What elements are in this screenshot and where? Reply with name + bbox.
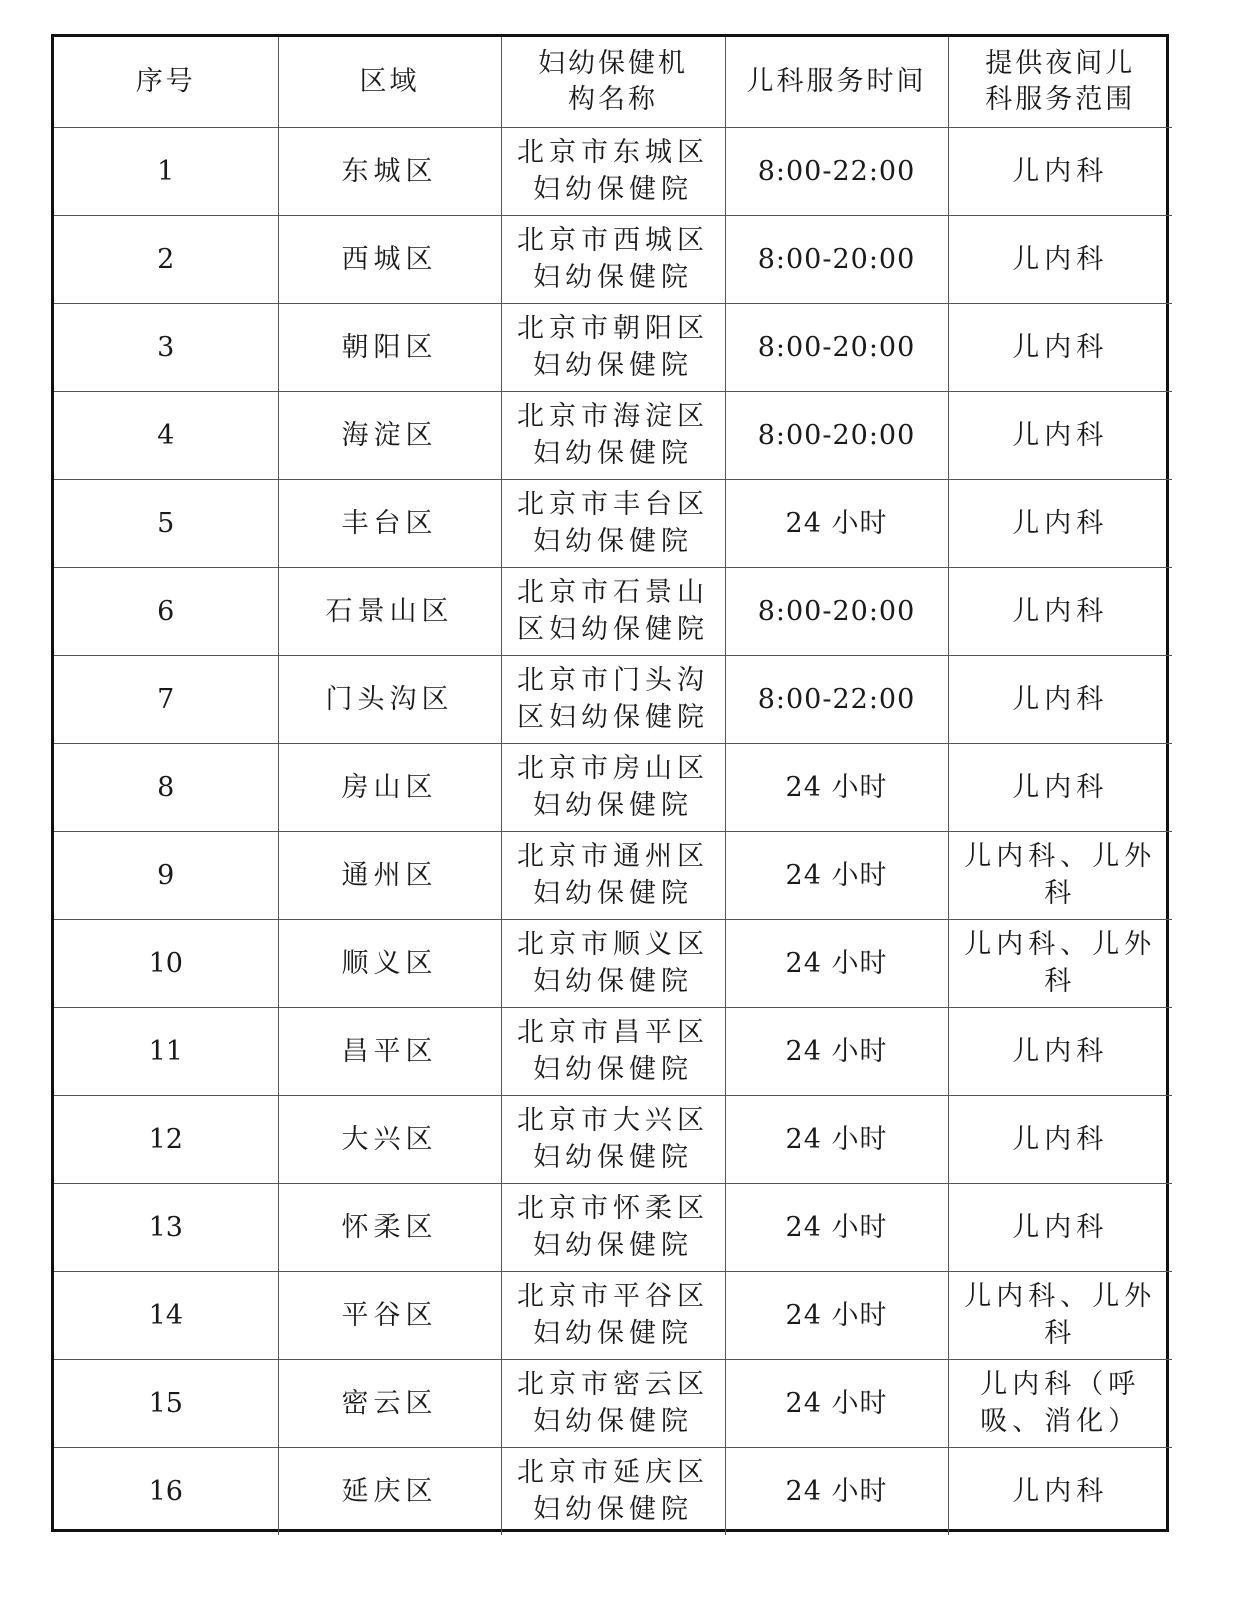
header-institution-name: 妇幼保健机构名称 [501, 37, 725, 127]
cell-serial-number [54, 1007, 278, 1095]
cell-institution-name [501, 127, 725, 215]
cell-pediatric-hours [725, 479, 948, 567]
cell-pediatric-hours [725, 655, 948, 743]
cell-serial-number [54, 743, 278, 831]
cell-district-text: 房山区 [341, 771, 438, 803]
cell-serial-number [54, 215, 278, 303]
table-row [54, 1007, 1172, 1095]
cell-pediatric-hours [725, 1183, 948, 1271]
cell-night-service-scope [948, 655, 1172, 743]
cell-institution-name-text: 北京市延庆区妇幼保健院 [517, 1457, 709, 1526]
cell-institution-name-text: 北京市石景山区妇幼保健院 [517, 577, 709, 645]
cell-district [278, 743, 501, 831]
cell-night-service-scope [948, 303, 1172, 391]
table-row [54, 743, 1172, 831]
cell-serial-number-text: 11 [148, 1035, 183, 1067]
cell-night-service-scope-text: 儿内科 [1012, 1035, 1109, 1067]
cell-district-text: 大兴区 [341, 1123, 438, 1155]
cell-serial-number-text: 12 [148, 1123, 183, 1155]
header-night-service-scope: 提供夜间儿科服务范围 [948, 37, 1172, 127]
cell-pediatric-hours-text: 8:00-20:00 [757, 331, 916, 363]
header-pediatric-hours: 儿科服务时间 [725, 37, 948, 127]
cell-night-service-scope [948, 1183, 1172, 1271]
cell-serial-number-text: 7 [157, 683, 175, 715]
cell-night-service-scope [948, 1007, 1172, 1095]
cell-district [278, 1447, 501, 1535]
cell-pediatric-hours [725, 743, 948, 831]
cell-institution-name-text: 北京市海淀区妇幼保健院 [517, 401, 709, 469]
cell-pediatric-hours-text: 24 小时 [785, 1123, 888, 1155]
cell-pediatric-hours [725, 127, 948, 215]
cell-serial-number [54, 1359, 278, 1447]
cell-district-text: 东城区 [341, 155, 438, 187]
table-row [54, 215, 1172, 303]
cell-night-service-scope [948, 391, 1172, 479]
cell-district [278, 919, 501, 1007]
cell-serial-number-text: 1 [157, 155, 175, 187]
cell-night-service-scope-text: 儿内科、儿外科 [964, 929, 1157, 997]
cell-pediatric-hours-text: 8:00-20:00 [757, 243, 916, 275]
cell-district [278, 127, 501, 215]
cell-institution-name-text: 北京市密云区妇幼保健院 [517, 1369, 709, 1437]
pediatric-services-table-container [51, 34, 1169, 1532]
cell-institution-name [501, 391, 725, 479]
cell-district-text: 延庆区 [341, 1475, 438, 1507]
cell-institution-name-text: 北京市通州区妇幼保健院 [517, 841, 709, 909]
cell-pediatric-hours-text: 8:00-22:00 [757, 155, 916, 187]
table-body [54, 127, 1172, 1535]
cell-pediatric-hours [725, 1271, 948, 1359]
cell-night-service-scope-text: 儿内科 [1012, 507, 1109, 539]
cell-serial-number-text: 13 [148, 1211, 183, 1243]
cell-district [278, 1183, 501, 1271]
table-row [54, 391, 1172, 479]
cell-pediatric-hours [725, 1447, 948, 1535]
cell-pediatric-hours [725, 1359, 948, 1447]
cell-pediatric-hours [725, 831, 948, 919]
cell-institution-name [501, 1359, 725, 1447]
cell-night-service-scope [948, 919, 1172, 1007]
table-row [54, 479, 1172, 567]
cell-serial-number-text: 14 [148, 1299, 183, 1331]
cell-night-service-scope [948, 215, 1172, 303]
cell-night-service-scope-text: 儿内科（呼吸、消化） [980, 1369, 1141, 1437]
cell-pediatric-hours-text: 24 小时 [785, 507, 888, 539]
cell-night-service-scope-text: 儿内科 [1012, 1211, 1109, 1243]
cell-serial-number-text: 16 [148, 1475, 183, 1507]
cell-institution-name [501, 1007, 725, 1095]
cell-pediatric-hours [725, 303, 948, 391]
cell-serial-number [54, 303, 278, 391]
cell-district-text: 海淀区 [341, 419, 438, 451]
table-row [54, 1447, 1172, 1535]
cell-district-text: 怀柔区 [341, 1211, 438, 1243]
cell-night-service-scope-text: 儿内科 [1012, 1475, 1109, 1507]
cell-serial-number-text: 3 [157, 331, 175, 363]
cell-serial-number [54, 831, 278, 919]
table-row [54, 567, 1172, 655]
cell-serial-number-text: 8 [157, 771, 175, 803]
cell-district [278, 391, 501, 479]
cell-night-service-scope-text: 儿内科 [1012, 243, 1109, 275]
cell-night-service-scope-text: 儿内科 [1012, 1123, 1109, 1155]
cell-pediatric-hours-text: 24 小时 [785, 771, 888, 803]
cell-serial-number [54, 655, 278, 743]
cell-district-text: 丰台区 [341, 507, 438, 539]
cell-serial-number-text: 2 [157, 243, 175, 275]
cell-institution-name-text: 北京市平谷区妇幼保健院 [517, 1281, 709, 1349]
cell-district-text: 通州区 [341, 859, 438, 891]
cell-institution-name [501, 303, 725, 391]
cell-district-text: 门头沟区 [325, 683, 454, 715]
cell-night-service-scope-text: 儿内科 [1012, 419, 1109, 451]
cell-institution-name-text: 北京市怀柔区妇幼保健院 [517, 1193, 709, 1261]
cell-district-text: 西城区 [341, 243, 438, 275]
cell-district [278, 1271, 501, 1359]
cell-pediatric-hours-text: 24 小时 [785, 1211, 888, 1243]
cell-district [278, 655, 501, 743]
cell-pediatric-hours [725, 1095, 948, 1183]
cell-district-text: 顺义区 [341, 947, 438, 979]
cell-pediatric-hours-text: 24 小时 [785, 1387, 888, 1419]
cell-night-service-scope-text: 儿内科 [1012, 771, 1109, 803]
cell-serial-number-text: 15 [148, 1387, 183, 1419]
cell-institution-name [501, 919, 725, 1007]
cell-institution-name-text: 北京市东城区妇幼保健院 [517, 137, 709, 205]
cell-institution-name-text: 北京市大兴区妇幼保健院 [517, 1105, 709, 1173]
cell-pediatric-hours-text: 24 小时 [785, 1299, 888, 1331]
table-row [54, 1095, 1172, 1183]
cell-pediatric-hours-text: 24 小时 [785, 947, 888, 979]
header-serial-number: 序号 [54, 37, 278, 127]
cell-serial-number-text: 9 [157, 859, 175, 891]
cell-institution-name [501, 743, 725, 831]
cell-serial-number [54, 1183, 278, 1271]
cell-district [278, 1095, 501, 1183]
cell-institution-name [501, 215, 725, 303]
cell-pediatric-hours-text: 24 小时 [785, 1035, 888, 1067]
cell-night-service-scope [948, 1447, 1172, 1535]
cell-institution-name-text: 北京市西城区妇幼保健院 [517, 225, 709, 293]
table-row [54, 303, 1172, 391]
cell-district-text: 昌平区 [341, 1035, 438, 1067]
cell-serial-number [54, 391, 278, 479]
cell-institution-name [501, 567, 725, 655]
cell-district-text: 密云区 [341, 1387, 438, 1419]
cell-night-service-scope [948, 1271, 1172, 1359]
cell-pediatric-hours-text: 24 小时 [785, 1475, 888, 1507]
header-row [54, 37, 1172, 127]
cell-night-service-scope-text: 儿内科 [1012, 595, 1109, 627]
cell-pediatric-hours-text: 24 小时 [785, 859, 888, 891]
cell-institution-name-text: 北京市朝阳区妇幼保健院 [517, 313, 709, 381]
cell-district-text: 朝阳区 [341, 331, 438, 363]
cell-serial-number-text: 6 [157, 595, 175, 627]
cell-institution-name-text: 北京市丰台区妇幼保健院 [517, 489, 709, 557]
table-row [54, 831, 1172, 919]
cell-pediatric-hours-text: 8:00-20:00 [757, 419, 916, 451]
cell-district [278, 215, 501, 303]
cell-night-service-scope-text: 儿内科 [1012, 683, 1109, 715]
cell-district-text: 平谷区 [341, 1299, 438, 1331]
cell-night-service-scope [948, 1095, 1172, 1183]
cell-district [278, 831, 501, 919]
cell-night-service-scope-text: 儿内科、儿外科 [964, 841, 1157, 909]
cell-serial-number-text: 4 [157, 419, 175, 451]
cell-serial-number-text: 10 [148, 947, 183, 979]
cell-pediatric-hours [725, 1007, 948, 1095]
table-header [54, 37, 1172, 127]
cell-institution-name [501, 1095, 725, 1183]
table-row [54, 127, 1172, 215]
cell-district [278, 1007, 501, 1095]
cell-serial-number-text: 5 [157, 507, 175, 539]
table-row [54, 655, 1172, 743]
cell-serial-number [54, 127, 278, 215]
cell-district [278, 303, 501, 391]
cell-night-service-scope [948, 743, 1172, 831]
cell-serial-number [54, 567, 278, 655]
cell-night-service-scope [948, 479, 1172, 567]
table-row [54, 1183, 1172, 1271]
cell-pediatric-hours [725, 567, 948, 655]
cell-district-text: 石景山区 [325, 595, 454, 627]
cell-pediatric-hours-text: 8:00-22:00 [757, 683, 916, 715]
cell-pediatric-hours [725, 919, 948, 1007]
header-district: 区域 [278, 37, 501, 127]
cell-district [278, 567, 501, 655]
cell-night-service-scope [948, 831, 1172, 919]
table-row [54, 1271, 1172, 1359]
cell-institution-name [501, 831, 725, 919]
cell-institution-name-text: 北京市顺义区妇幼保健院 [517, 929, 709, 997]
table-row [54, 919, 1172, 1007]
cell-institution-name-text: 北京市房山区妇幼保健院 [517, 753, 709, 821]
cell-pediatric-hours [725, 215, 948, 303]
cell-district [278, 1359, 501, 1447]
cell-institution-name [501, 479, 725, 567]
pediatric-services-table [54, 37, 1172, 1535]
cell-district [278, 479, 501, 567]
cell-night-service-scope-text: 儿内科、儿外科 [964, 1281, 1157, 1349]
cell-pediatric-hours-text: 8:00-20:00 [757, 595, 916, 627]
cell-serial-number [54, 1095, 278, 1183]
cell-serial-number [54, 479, 278, 567]
cell-institution-name [501, 1183, 725, 1271]
cell-night-service-scope-text: 儿内科 [1012, 331, 1109, 363]
cell-serial-number [54, 919, 278, 1007]
cell-night-service-scope [948, 127, 1172, 215]
cell-night-service-scope [948, 567, 1172, 655]
cell-institution-name [501, 655, 725, 743]
cell-institution-name-text: 北京市门头沟区妇幼保健院 [517, 665, 709, 733]
cell-night-service-scope-text: 儿内科 [1012, 155, 1109, 187]
cell-institution-name [501, 1447, 725, 1535]
cell-serial-number [54, 1271, 278, 1359]
table-row [54, 1359, 1172, 1447]
cell-serial-number [54, 1447, 278, 1535]
cell-institution-name-text: 北京市昌平区妇幼保健院 [517, 1017, 709, 1085]
cell-institution-name [501, 1271, 725, 1359]
cell-night-service-scope [948, 1359, 1172, 1447]
cell-pediatric-hours [725, 391, 948, 479]
